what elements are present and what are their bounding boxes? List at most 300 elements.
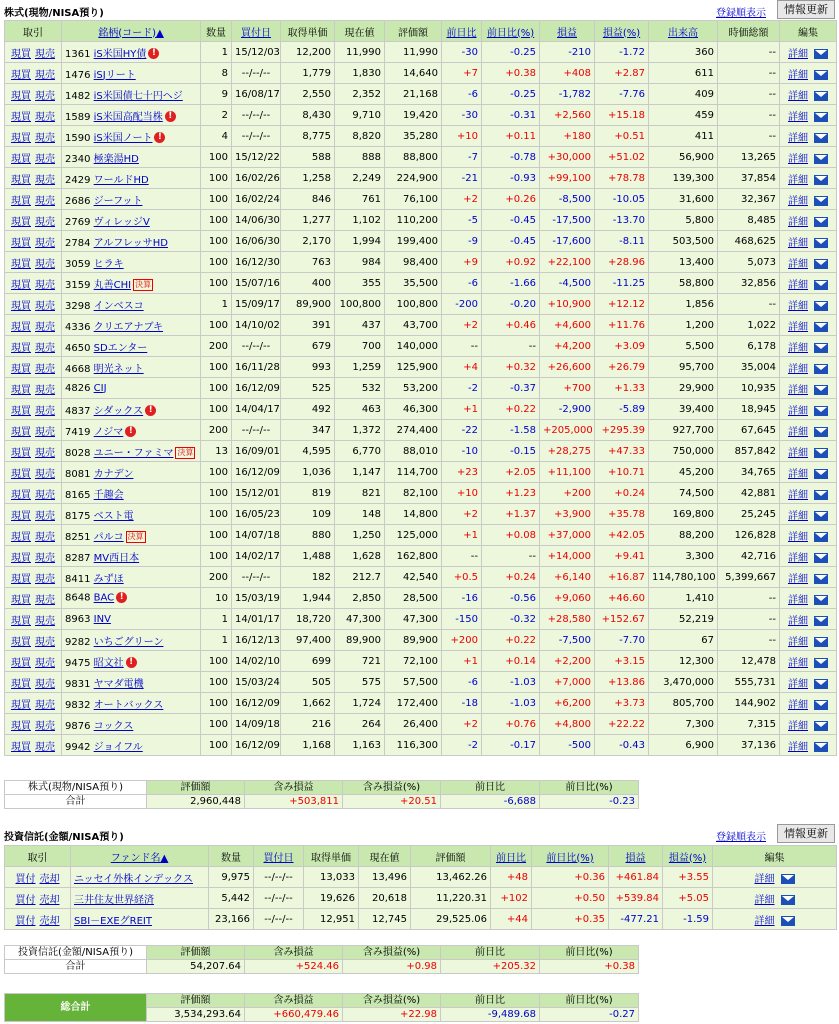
fund-name-link[interactable]: ニッセイ外株インデックス: [74, 873, 193, 885]
security-name-cell: [62, 294, 201, 315]
profit-loss-pct: +3.15: [595, 651, 649, 672]
mail-icon[interactable]: [814, 721, 828, 731]
mail-icon[interactable]: [814, 133, 828, 143]
sell-link[interactable]: 現売: [35, 111, 55, 123]
volume: 805,700: [649, 693, 718, 714]
security-name-cell: [62, 630, 201, 651]
sell-link[interactable]: 現売: [35, 363, 55, 375]
purchase-date: 16/12/30: [232, 252, 281, 273]
sell-link[interactable]: 現売: [35, 237, 55, 249]
day-change: -5: [442, 210, 482, 231]
sell-link[interactable]: 現売: [35, 426, 55, 438]
buy-link[interactable]: 現買: [11, 447, 31, 459]
security-name-link[interactable]: ジーフット: [93, 195, 143, 207]
sell-link[interactable]: 現売: [35, 699, 55, 711]
detail-link[interactable]: 詳細: [788, 132, 808, 144]
mail-icon[interactable]: [814, 112, 828, 122]
buy-link[interactable]: 現買: [11, 237, 31, 249]
stock-column-header[interactable]: 買付日: [232, 21, 281, 42]
alert-icon[interactable]: !: [154, 132, 165, 143]
mail-icon[interactable]: [814, 154, 828, 164]
quantity: 200: [201, 336, 232, 357]
security-name-link[interactable]: シダックス: [93, 405, 144, 417]
detail-link[interactable]: 詳細: [754, 873, 775, 885]
mail-icon[interactable]: [814, 91, 828, 101]
detail-link[interactable]: 詳細: [788, 90, 808, 102]
mail-icon[interactable]: [814, 196, 828, 206]
security-name-link[interactable]: 極楽湯HD: [93, 153, 139, 165]
detail-link[interactable]: 詳細: [754, 894, 775, 906]
buy-link[interactable]: 現買: [11, 489, 31, 501]
security-name-link[interactable]: BAC: [93, 592, 115, 604]
detail-link[interactable]: 詳細: [788, 174, 808, 186]
buy-link[interactable]: 現買: [11, 468, 31, 480]
trade-cell: [5, 588, 62, 609]
profit-loss: +700: [540, 378, 595, 399]
detail-link[interactable]: 詳細: [788, 447, 808, 459]
funds-refresh-button[interactable]: 情報更新: [777, 824, 835, 843]
detail-link[interactable]: 詳細: [788, 216, 808, 228]
buy-link[interactable]: 現買: [11, 405, 31, 417]
security-name-link[interactable]: CIJ: [93, 382, 107, 394]
mail-icon[interactable]: [814, 574, 828, 584]
table-row: [5, 672, 837, 693]
alert-icon[interactable]: !: [148, 48, 159, 59]
grand-total-day-change-pct: -0.27: [540, 1008, 639, 1022]
security-name-cell: [62, 609, 201, 630]
buy-link[interactable]: 現買: [11, 636, 31, 648]
mail-icon[interactable]: [814, 742, 828, 752]
purchase-date: --/--/--: [232, 126, 281, 147]
fund-name-link[interactable]: SBI－EXEグREIT: [74, 915, 152, 927]
buy-link[interactable]: 現買: [11, 510, 31, 522]
sell-link[interactable]: 現売: [35, 300, 55, 312]
mail-icon[interactable]: [814, 364, 828, 374]
sell-link[interactable]: 売却: [39, 873, 60, 885]
sell-link[interactable]: 現売: [35, 720, 55, 732]
sell-link[interactable]: 現売: [35, 153, 55, 165]
grand-total-label: 総合計: [5, 994, 147, 1022]
trade-cell: [5, 147, 62, 168]
detail-link[interactable]: 詳細: [788, 279, 808, 291]
sell-link[interactable]: 現売: [35, 90, 55, 102]
market-cap: 12,478: [718, 651, 780, 672]
buy-link[interactable]: 現買: [11, 300, 31, 312]
mail-icon[interactable]: [781, 895, 795, 905]
mail-icon[interactable]: [814, 595, 828, 605]
trade-cell: [5, 609, 62, 630]
acquisition-price: 216: [281, 714, 335, 735]
mail-icon[interactable]: [814, 175, 828, 185]
security-name-link[interactable]: iSJリート: [93, 69, 136, 81]
detail-link[interactable]: 詳細: [788, 321, 808, 333]
mail-icon[interactable]: [814, 700, 828, 710]
detail-link[interactable]: 詳細: [788, 426, 808, 438]
buy-link[interactable]: 現買: [11, 279, 31, 291]
sell-link[interactable]: 現売: [35, 321, 55, 333]
mail-icon[interactable]: [814, 679, 828, 689]
market-value: 11,990: [385, 42, 442, 63]
purchase-date: --/--/--: [232, 105, 281, 126]
mail-icon[interactable]: [814, 616, 828, 626]
trade-cell: [5, 357, 62, 378]
security-name-link[interactable]: カナデン: [93, 468, 134, 480]
buy-link[interactable]: 現買: [11, 321, 31, 333]
detail-link[interactable]: 詳細: [788, 405, 808, 417]
volume: 411: [649, 126, 718, 147]
quantity: 1: [201, 630, 232, 651]
security-name-link[interactable]: ノジマ: [93, 426, 124, 438]
trade-cell: [5, 42, 62, 63]
security-name-link[interactable]: iS米国HY債: [93, 48, 147, 60]
sell-link[interactable]: 現売: [35, 174, 55, 186]
security-name-link[interactable]: ヴィレッジV: [93, 216, 150, 228]
mail-icon[interactable]: [814, 259, 828, 269]
fund-column-header[interactable]: 損益: [609, 846, 663, 867]
sell-link[interactable]: 現売: [35, 258, 55, 270]
trade-cell: [5, 84, 62, 105]
detail-link[interactable]: 詳細: [788, 741, 808, 753]
buy-link[interactable]: 買付: [15, 894, 36, 906]
security-name-link[interactable]: 丸善CHI: [93, 279, 132, 291]
security-name-link[interactable]: iS米国債七十円ヘジ: [93, 90, 183, 102]
mail-icon[interactable]: [814, 637, 828, 647]
security-name-link[interactable]: ヒラキ: [93, 258, 124, 270]
buy-link[interactable]: 現買: [11, 132, 31, 144]
buy-link[interactable]: 現買: [11, 720, 31, 732]
market-cap: 144,902: [718, 693, 780, 714]
mail-icon[interactable]: [814, 532, 828, 542]
buy-link[interactable]: 現買: [11, 531, 31, 543]
detail-link[interactable]: 詳細: [788, 258, 808, 270]
buy-link[interactable]: 現買: [11, 195, 31, 207]
funds-register-order-link[interactable]: 登録順表示: [716, 832, 766, 843]
security-code: 9475: [65, 657, 91, 669]
stock-column-header[interactable]: 出来高: [649, 21, 718, 42]
sell-link[interactable]: 現売: [35, 132, 55, 144]
mail-icon[interactable]: [814, 49, 828, 59]
mail-icon[interactable]: [814, 322, 828, 332]
sell-link[interactable]: 現売: [35, 48, 55, 60]
sell-link[interactable]: 売却: [39, 894, 60, 906]
purchase-date: 16/12/09: [232, 462, 281, 483]
sell-link[interactable]: 現売: [35, 552, 55, 564]
fund-column-header[interactable]: 損益(%): [663, 846, 713, 867]
fund-name-link[interactable]: 三井住友世界経済: [74, 894, 154, 906]
security-name-link[interactable]: SDエンター: [93, 342, 148, 354]
security-name-link[interactable]: 昭文社: [93, 657, 124, 669]
sell-link[interactable]: 現売: [35, 447, 55, 459]
buy-link[interactable]: 現買: [11, 552, 31, 564]
security-code: 8411: [65, 573, 91, 585]
buy-link[interactable]: 現買: [11, 258, 31, 270]
buy-link[interactable]: 現買: [11, 69, 31, 81]
security-code: 2769: [65, 216, 91, 228]
mail-icon[interactable]: [781, 874, 795, 884]
profit-loss: +205,000: [540, 420, 595, 441]
mail-icon[interactable]: [814, 427, 828, 437]
buy-link[interactable]: 買付: [15, 915, 36, 927]
buy-link[interactable]: 現買: [11, 111, 31, 123]
trade-cell: [5, 105, 62, 126]
buy-link[interactable]: 現買: [11, 174, 31, 186]
security-name-link[interactable]: パルコ: [93, 531, 124, 543]
security-name-link[interactable]: 千趣会: [93, 489, 124, 501]
detail-link[interactable]: 詳細: [788, 237, 808, 249]
security-name-link[interactable]: ユニー・ファミマ: [93, 447, 174, 459]
fund-column-header[interactable]: 前日比: [491, 846, 532, 867]
security-name-link[interactable]: インベスコ: [93, 300, 144, 312]
alert-icon[interactable]: !: [165, 111, 176, 122]
volume: 67: [649, 630, 718, 651]
detail-link[interactable]: 詳細: [788, 573, 808, 585]
sell-link[interactable]: 現売: [35, 636, 55, 648]
detail-link[interactable]: 詳細: [788, 489, 808, 501]
detail-link[interactable]: 詳細: [788, 195, 808, 207]
stock-column-header[interactable]: 損益(%): [595, 21, 649, 42]
sell-link[interactable]: 現売: [35, 405, 55, 417]
detail-link[interactable]: 詳細: [788, 468, 808, 480]
mail-icon[interactable]: [814, 343, 828, 353]
buy-link[interactable]: 現買: [11, 153, 31, 165]
security-code: 8028: [65, 447, 91, 459]
purchase-date: 15/09/17: [232, 294, 281, 315]
mail-icon[interactable]: [814, 280, 828, 290]
market-cap: 5,073: [718, 252, 780, 273]
security-code: 9832: [65, 699, 91, 711]
current-price: 148: [335, 504, 385, 525]
sell-link[interactable]: 現売: [35, 573, 55, 585]
mail-icon[interactable]: [814, 385, 828, 395]
detail-link[interactable]: 詳細: [788, 699, 808, 711]
fund-holdings-table: [4, 845, 837, 930]
detail-link[interactable]: 詳細: [788, 48, 808, 60]
market-cap: 13,265: [718, 147, 780, 168]
purchase-date: 14/02/17: [232, 546, 281, 567]
day-change-pct: -0.15: [482, 441, 540, 462]
buy-link[interactable]: 現買: [11, 699, 31, 711]
buy-link[interactable]: 現買: [11, 384, 31, 396]
table-row: [5, 867, 837, 888]
buy-link[interactable]: 現買: [11, 657, 31, 669]
buy-link[interactable]: 現買: [11, 48, 31, 60]
day-change: +44: [491, 909, 532, 930]
buy-link[interactable]: 買付: [15, 873, 36, 885]
mail-icon[interactable]: [814, 70, 828, 80]
buy-link[interactable]: 現買: [11, 594, 31, 606]
table-row: [5, 504, 837, 525]
purchase-date: 16/12/13: [232, 630, 281, 651]
detail-link[interactable]: 詳細: [788, 657, 808, 669]
profit-loss: +4,200: [540, 336, 595, 357]
detail-link[interactable]: 詳細: [788, 552, 808, 564]
alert-icon[interactable]: !: [126, 657, 137, 668]
edit-cell: [780, 735, 837, 756]
stocks-refresh-button[interactable]: 情報更新: [777, 0, 835, 19]
security-name-link[interactable]: 明光ネット: [93, 363, 144, 375]
detail-link[interactable]: 詳細: [788, 531, 808, 543]
sell-link[interactable]: 現売: [35, 384, 55, 396]
fund-column-header[interactable]: 前日比(%): [532, 846, 609, 867]
day-change: +1: [442, 651, 482, 672]
alert-icon[interactable]: !: [145, 405, 156, 416]
buy-link[interactable]: 現買: [11, 216, 31, 228]
security-name-link[interactable]: アルフレッサHD: [93, 237, 168, 249]
security-name-link[interactable]: みずほ: [93, 573, 124, 585]
sell-link[interactable]: 現売: [35, 195, 55, 207]
sell-link[interactable]: 現売: [35, 279, 55, 291]
profit-loss: -210: [540, 42, 595, 63]
mail-icon[interactable]: [814, 469, 828, 479]
buy-link[interactable]: 現買: [11, 90, 31, 102]
day-change: +10: [442, 483, 482, 504]
sell-link[interactable]: 現売: [35, 531, 55, 543]
security-name-cell: [62, 462, 201, 483]
mail-icon[interactable]: [814, 238, 828, 248]
sell-link[interactable]: 現売: [35, 510, 55, 522]
mail-icon[interactable]: [814, 511, 828, 521]
alert-icon[interactable]: !: [116, 592, 127, 603]
edit-cell: [713, 909, 837, 930]
acquisition-price: 347: [281, 420, 335, 441]
mail-icon[interactable]: [814, 217, 828, 227]
quantity: 4: [201, 126, 232, 147]
quantity: 2: [201, 105, 232, 126]
security-code: 1590: [65, 132, 91, 144]
buy-link[interactable]: 現買: [11, 615, 31, 627]
acquisition-price: 819: [281, 483, 335, 504]
mail-icon[interactable]: [814, 490, 828, 500]
detail-link[interactable]: 詳細: [788, 111, 808, 123]
detail-link[interactable]: 詳細: [788, 720, 808, 732]
security-code: 9942: [65, 741, 91, 753]
sell-link[interactable]: 現売: [35, 741, 55, 753]
market-cap: 34,765: [718, 462, 780, 483]
security-name-link[interactable]: ジョイフル: [93, 741, 143, 753]
trade-cell: [5, 315, 62, 336]
security-name-link[interactable]: INV: [93, 613, 111, 625]
mail-icon[interactable]: [814, 658, 828, 668]
security-name-link[interactable]: MV西日本: [93, 552, 140, 564]
detail-link[interactable]: 詳細: [788, 615, 808, 627]
detail-link[interactable]: 詳細: [788, 384, 808, 396]
day-change: +102: [491, 888, 532, 909]
stock-column-header[interactable]: 銘柄(コード)▲: [62, 21, 201, 42]
sell-link[interactable]: 売却: [39, 915, 60, 927]
mail-icon[interactable]: [814, 406, 828, 416]
market-value: 114,700: [385, 462, 442, 483]
stocks-register-order-link[interactable]: 登録順表示: [716, 8, 766, 19]
market-cap: 6,178: [718, 336, 780, 357]
detail-link[interactable]: 詳細: [788, 342, 808, 354]
profit-loss-pct: -1.72: [595, 42, 649, 63]
market-value: 125,900: [385, 357, 442, 378]
detail-link[interactable]: 詳細: [788, 363, 808, 375]
sell-link[interactable]: 現売: [35, 678, 55, 690]
market-value: 19,420: [385, 105, 442, 126]
day-change: -6: [442, 84, 482, 105]
buy-link[interactable]: 現買: [11, 363, 31, 375]
market-cap: --: [718, 105, 780, 126]
profit-loss-pct: +1.33: [595, 378, 649, 399]
edit-cell: [713, 867, 837, 888]
detail-link[interactable]: 詳細: [788, 594, 808, 606]
detail-link[interactable]: 詳細: [788, 300, 808, 312]
day-change-pct: +1.37: [482, 504, 540, 525]
security-name-link[interactable]: オートバックス: [93, 699, 164, 711]
quantity: 100: [201, 357, 232, 378]
sell-link[interactable]: 現売: [35, 342, 55, 354]
sell-link[interactable]: 現売: [35, 216, 55, 228]
security-name-link[interactable]: ワールドHD: [93, 174, 149, 186]
detail-link[interactable]: 詳細: [754, 915, 775, 927]
fund-column-header[interactable]: ファンド名▲: [71, 846, 209, 867]
volume: 6,900: [649, 735, 718, 756]
security-name-link[interactable]: iS米国ノート: [93, 132, 153, 144]
security-name-link[interactable]: ベスト電: [93, 510, 134, 522]
day-change: -30: [442, 42, 482, 63]
security-name-link[interactable]: コックス: [93, 720, 134, 732]
detail-link[interactable]: 詳細: [788, 678, 808, 690]
current-price: 532: [335, 378, 385, 399]
security-name-link[interactable]: ヤマダ電機: [93, 678, 144, 690]
stock-column-header[interactable]: 前日比: [442, 21, 482, 42]
security-name-link[interactable]: クリエアナブキ: [93, 321, 164, 333]
stock-holdings-table: [4, 20, 837, 756]
detail-link[interactable]: 詳細: [788, 510, 808, 522]
buy-link[interactable]: 現買: [11, 573, 31, 585]
security-name-cell: [62, 567, 201, 588]
profit-loss-pct: +10.71: [595, 462, 649, 483]
sell-link[interactable]: 現売: [35, 468, 55, 480]
fund-column-header[interactable]: 買付日: [254, 846, 304, 867]
detail-link[interactable]: 詳細: [788, 153, 808, 165]
market-cap: --: [718, 126, 780, 147]
quantity: 1: [201, 42, 232, 63]
alert-icon[interactable]: !: [125, 426, 136, 437]
table-row: [5, 651, 837, 672]
acquisition-price: 846: [281, 189, 335, 210]
day-change: -6: [442, 672, 482, 693]
security-name-link[interactable]: いちごグリーン: [93, 636, 164, 648]
day-change: -6: [442, 273, 482, 294]
sell-link[interactable]: 現売: [35, 69, 55, 81]
mail-icon[interactable]: [814, 553, 828, 563]
mail-icon[interactable]: [814, 448, 828, 458]
buy-link[interactable]: 現買: [11, 426, 31, 438]
market-cap: --: [718, 42, 780, 63]
security-name-link[interactable]: iS米国高配当株: [93, 111, 163, 123]
stock-column-header[interactable]: 前日比(%): [482, 21, 540, 42]
mail-icon[interactable]: [814, 301, 828, 311]
market-value: 140,000: [385, 336, 442, 357]
day-change-pct: --: [482, 336, 540, 357]
buy-link[interactable]: 現買: [11, 741, 31, 753]
sell-link[interactable]: 現売: [35, 594, 55, 606]
detail-link[interactable]: 詳細: [788, 636, 808, 648]
buy-link[interactable]: 現買: [11, 342, 31, 354]
current-price: 1,102: [335, 210, 385, 231]
detail-link[interactable]: 詳細: [788, 69, 808, 81]
buy-link[interactable]: 現買: [11, 678, 31, 690]
stock-column-header[interactable]: 損益: [540, 21, 595, 42]
mail-icon[interactable]: [781, 916, 795, 926]
sell-link[interactable]: 現売: [35, 615, 55, 627]
sell-link[interactable]: 現売: [35, 489, 55, 501]
sell-link[interactable]: 現売: [35, 657, 55, 669]
market-value: 21,168: [385, 84, 442, 105]
security-code: 1482: [65, 90, 91, 102]
